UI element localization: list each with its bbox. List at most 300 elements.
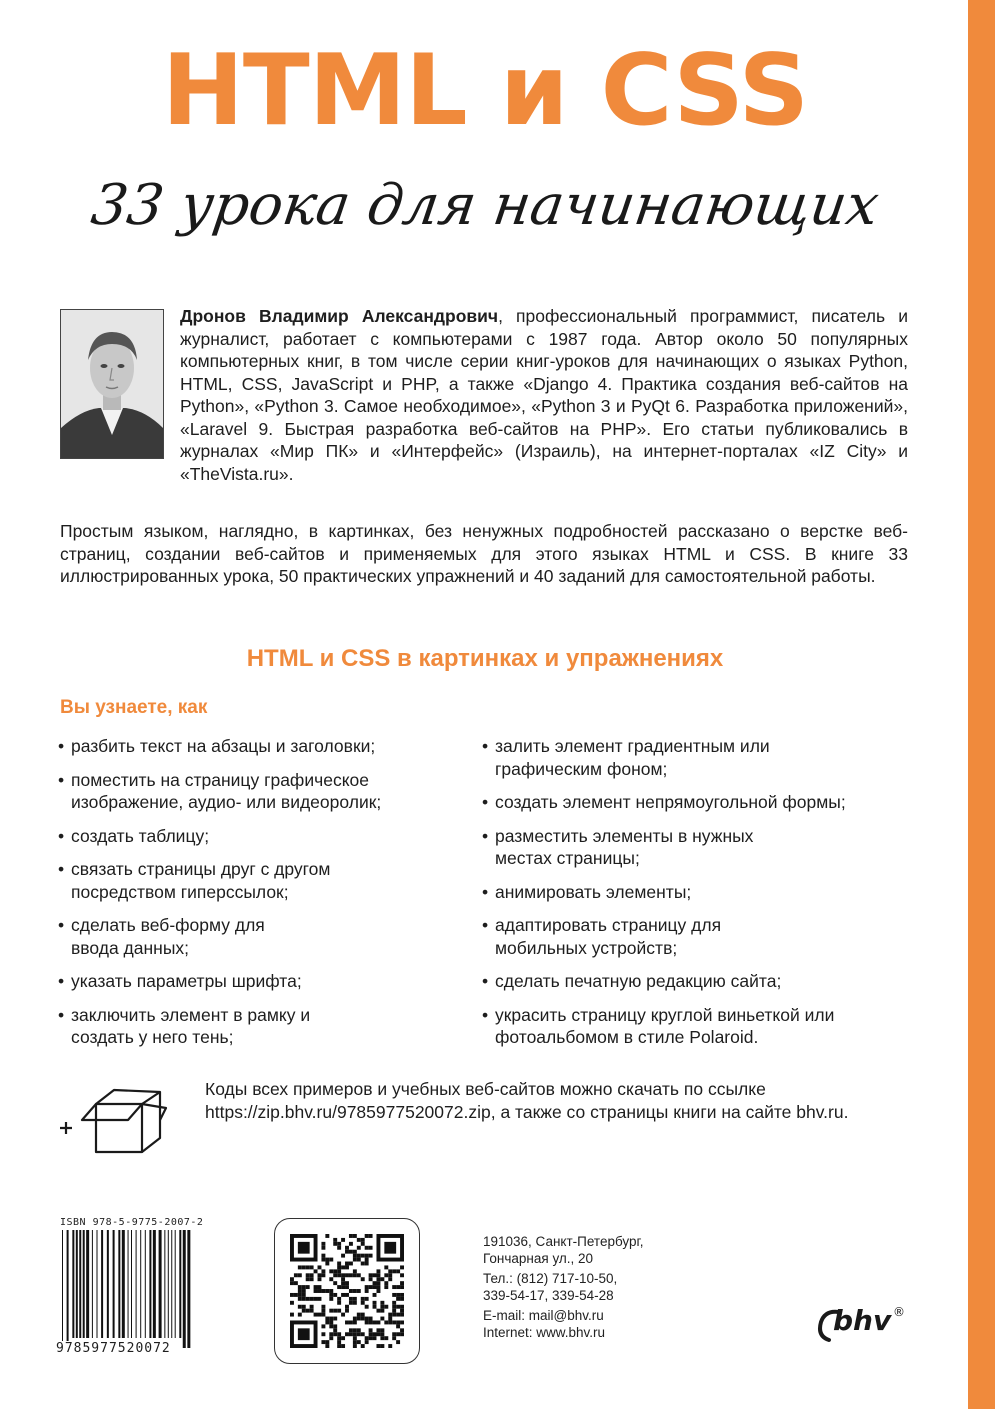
qr-module [365, 1340, 369, 1344]
qr-module [365, 1254, 369, 1258]
qr-module [400, 1305, 404, 1309]
qr-module [337, 1297, 341, 1301]
download-box-icon [58, 1078, 178, 1158]
bullet: • [482, 881, 489, 902]
qr-module [314, 1269, 318, 1273]
qr-module [369, 1317, 373, 1321]
list-item: • поместить на страницу графическое изображение, аудио- или видеоролик; [58, 769, 382, 812]
qr-module [306, 1277, 310, 1281]
barcode-bar [136, 1230, 137, 1338]
list-item: • сделать печатную редакцию сайта; [482, 971, 782, 991]
qr-module [321, 1305, 325, 1309]
qr-module [400, 1328, 404, 1332]
phone-line: 339-54-17, 339-54-28 [483, 1288, 614, 1303]
qr-module [341, 1277, 345, 1281]
qr-module [373, 1281, 377, 1285]
qr-module [333, 1242, 337, 1246]
qr-module [318, 1285, 322, 1289]
qr-module [384, 1320, 388, 1324]
qr-module [361, 1242, 365, 1246]
qr-module [325, 1317, 329, 1321]
qr-module [341, 1273, 345, 1277]
qr-module [298, 1293, 302, 1297]
qr-module [361, 1317, 365, 1321]
slogan-heading: HTML и CSS в картинках и упражнениях [246, 645, 724, 672]
isbn-label: ISBN 978-5-9775-2007-2 [60, 1217, 204, 1228]
list-item: • разбить текст на абзацы и заголовки; [58, 736, 376, 756]
qr-module [321, 1289, 325, 1293]
qr-module [321, 1254, 325, 1258]
download-notice [58, 1078, 918, 1168]
barcode-bar [131, 1230, 132, 1338]
qr-module [361, 1262, 365, 1266]
qr-module [392, 1313, 396, 1317]
qr-module [396, 1293, 400, 1297]
qr-module [376, 1309, 380, 1313]
orange-edge-stripe [968, 0, 995, 1409]
bullet: • [58, 825, 65, 846]
qr-module [369, 1273, 373, 1277]
qr-module [349, 1297, 353, 1301]
qr-module [373, 1305, 377, 1309]
qr-module [310, 1305, 314, 1309]
qr-module [302, 1289, 306, 1293]
qr-module [396, 1340, 400, 1344]
qr-module [369, 1332, 373, 1336]
qr-module [329, 1289, 333, 1293]
qr-module [392, 1293, 396, 1297]
qr-module [369, 1277, 373, 1281]
qr-module [321, 1269, 325, 1273]
qr-module [361, 1313, 365, 1317]
qr-module [349, 1273, 353, 1277]
qr-module [353, 1340, 357, 1344]
qr-module [294, 1281, 298, 1285]
qr-module [325, 1289, 329, 1293]
qr-module [365, 1285, 369, 1289]
qr-module [392, 1336, 396, 1340]
qr-module [337, 1301, 341, 1305]
qr-module [392, 1320, 396, 1324]
list-item: • создать таблицу; [58, 825, 210, 846]
qr-module [345, 1309, 349, 1313]
barcode-bar [107, 1230, 109, 1338]
barcode-bar [145, 1230, 146, 1338]
qr-module [337, 1309, 341, 1313]
qr-module [353, 1301, 357, 1305]
qr-module [329, 1269, 333, 1273]
qr-module [400, 1265, 404, 1269]
barcode-digits: 9785977520072 [56, 1341, 171, 1356]
qr-module [345, 1265, 349, 1269]
qr-module [369, 1336, 373, 1340]
qr-module [392, 1305, 396, 1309]
author-bio-text: , профессиональный программист, писатель и журналист, работает с компьютерами с 1987 года. Автор около 50 популярных компьютерных книг, в том числе серии книг-уроков для начинающих о языках Python, HTML, CSS, JavaScript и PHP, а также «Django 4. Практика создания веб-сайтов на Python», «Python 3. Самое необходимое», «Python 3 и PyQt 6. Разработка приложений», «Laravel 9. Быстрая разработка веб-сайтов на PHP». Его статьи публиковались в журналах «Мир ПК» и «Интерфейс» (Израиль), на интернет-порталах «IZ City» и «TheVista.ru». [180, 306, 908, 484]
qr-module [345, 1332, 349, 1336]
bhv-logo [815, 1290, 925, 1350]
qr-module [373, 1320, 377, 1324]
barcode-bar [179, 1230, 181, 1338]
qr-module [318, 1289, 322, 1293]
qr-module [337, 1246, 341, 1250]
address-line: 191036, Санкт-Петербург, [483, 1234, 644, 1249]
barcode-bar [122, 1230, 125, 1338]
qr-module [388, 1269, 392, 1273]
barcode-bar [101, 1230, 103, 1338]
qr-module [357, 1313, 361, 1317]
qr-module [400, 1309, 404, 1313]
qr-module [306, 1297, 310, 1301]
qr-module [353, 1234, 357, 1238]
qr-module [349, 1289, 353, 1293]
qr-module [396, 1313, 400, 1317]
qr-module [396, 1285, 400, 1289]
qr-code-frame[interactable] [274, 1218, 420, 1364]
list-item: • указать параметры шрифта; [58, 971, 302, 991]
qr-module [388, 1273, 392, 1277]
qr-module [396, 1324, 400, 1328]
bullet: • [482, 825, 489, 846]
qr-module [365, 1317, 369, 1321]
qr-module [365, 1246, 369, 1250]
qr-module [392, 1269, 396, 1273]
qr-module [333, 1238, 337, 1242]
qr-module [337, 1336, 341, 1340]
barcode-bar [128, 1230, 129, 1338]
list-item: • разместить элементы в нужных местах страницы; [482, 825, 754, 868]
qr-module [400, 1320, 404, 1324]
qr-module [341, 1265, 345, 1269]
qr-module [318, 1277, 322, 1281]
bullet: • [482, 792, 489, 812]
qr-module [318, 1297, 322, 1301]
qr-module [396, 1320, 400, 1324]
qr-module [365, 1297, 369, 1301]
download-text: Коды всех примеров и учебных веб-сайтов можно скачать по ссылке https://zip.bhv.ru/9785977520072.zip, а также со страницы книги на сайте bhv.ru. [205, 1079, 849, 1122]
list-item: • анимировать элементы; [482, 881, 692, 902]
qr-module [365, 1262, 369, 1266]
barcode-bar [140, 1230, 141, 1338]
qr-module [302, 1297, 306, 1301]
bullet: • [482, 915, 489, 935]
qr-module [353, 1269, 357, 1273]
barcode-bar [97, 1230, 98, 1338]
qr-module [357, 1246, 361, 1250]
barcode-bar [164, 1230, 165, 1338]
learn-heading: Вы узнаете, как [60, 697, 208, 718]
qr-module [329, 1336, 333, 1340]
qr-module [353, 1332, 357, 1336]
qr-module [380, 1277, 384, 1281]
qr-module [294, 1273, 298, 1277]
qr-module [290, 1281, 294, 1285]
qr-module [329, 1258, 333, 1262]
qr-module [349, 1320, 353, 1324]
barcode-bar [168, 1230, 169, 1338]
qr-finder [298, 1328, 310, 1340]
qr-module [365, 1320, 369, 1324]
qr-module [306, 1273, 310, 1277]
qr-module [365, 1258, 369, 1262]
qr-module [325, 1344, 329, 1348]
qr-module [361, 1238, 365, 1242]
qr-module [357, 1258, 361, 1262]
qr-module [345, 1320, 349, 1324]
qr-module [341, 1281, 345, 1285]
publisher-address [483, 1233, 644, 1341]
qr-module [369, 1320, 373, 1324]
qr-module [321, 1246, 325, 1250]
qr-module [376, 1277, 380, 1281]
qr-module [333, 1328, 337, 1332]
qr-module [373, 1285, 377, 1289]
barcode-bar [113, 1230, 115, 1338]
qr-module [329, 1277, 333, 1281]
qr-module [369, 1285, 373, 1289]
book-description: Простым языком, наглядно, в картинках, без ненужных подробностей рассказано о верстке веб-страниц, создании веб-сайтов и применяемых для этого языках HTML и CSS. В книге 33 иллюстрированных урока, 50 практических упражнений и 40 заданий для самостоятельной работы. [60, 521, 908, 586]
barcode-bar [67, 1230, 69, 1348]
qr-module [318, 1313, 322, 1317]
qr-module [365, 1289, 369, 1293]
bullet: • [482, 1004, 489, 1025]
qr-module [373, 1301, 377, 1305]
qr-finder [384, 1242, 396, 1254]
qr-module [380, 1328, 384, 1332]
qr-module [333, 1293, 337, 1297]
phone-line: Тел.: (812) 717-10-50, [483, 1271, 618, 1286]
qr-module [329, 1317, 333, 1321]
qr-module [353, 1289, 357, 1293]
qr-module [298, 1305, 302, 1309]
qr-module [392, 1285, 396, 1289]
qr-module [376, 1320, 380, 1324]
author-section [60, 305, 908, 485]
qr-module [357, 1238, 361, 1242]
qr-module [349, 1250, 353, 1254]
qr-module [310, 1297, 314, 1301]
qr-module [376, 1269, 380, 1273]
list-item: • связать страницы друг с другом посредством гиперссылок; [58, 859, 331, 902]
logo-mark: ® [893, 1305, 905, 1319]
qr-module [302, 1305, 306, 1309]
qr-module [345, 1262, 349, 1266]
qr-module [376, 1285, 380, 1289]
qr-module [318, 1273, 322, 1277]
qr-module [353, 1258, 357, 1262]
qr-module [392, 1332, 396, 1336]
qr-module [298, 1265, 302, 1269]
qr-module [384, 1285, 388, 1289]
qr-module [373, 1332, 377, 1336]
qr-module [400, 1313, 404, 1317]
qr-module [310, 1277, 314, 1281]
qr-module [306, 1285, 310, 1289]
qr-module [349, 1301, 353, 1305]
barcode-bar [183, 1230, 186, 1348]
qr-module [373, 1273, 377, 1277]
qr-module [376, 1281, 380, 1285]
qr-module [365, 1336, 369, 1340]
barcode-bar [76, 1230, 78, 1338]
qr-module [380, 1317, 384, 1321]
qr-module [302, 1309, 306, 1313]
author-name: Дронов Владимир Александрович [180, 306, 499, 326]
qr-module [325, 1258, 329, 1262]
qr-module [337, 1340, 341, 1344]
qr-module [345, 1273, 349, 1277]
qr-module [349, 1262, 353, 1266]
qr-module [337, 1269, 341, 1273]
qr-module [341, 1344, 345, 1348]
bullet: • [58, 736, 65, 756]
qr-module [369, 1246, 373, 1250]
qr-module [298, 1313, 302, 1317]
internet-line: Internet: www.bhv.ru [483, 1325, 606, 1340]
qr-module [337, 1265, 341, 1269]
qr-module [290, 1313, 294, 1317]
qr-module [294, 1293, 298, 1297]
qr-module [345, 1285, 349, 1289]
qr-module [384, 1336, 388, 1340]
qr-module [325, 1234, 329, 1238]
list-item: • заключить элемент в рамку и создать у него тень; [58, 1004, 311, 1047]
qr-module [321, 1242, 325, 1246]
qr-module [341, 1293, 345, 1297]
qr-module [380, 1332, 384, 1336]
learn-list-left [58, 735, 458, 1060]
qr-module [384, 1305, 388, 1309]
qr-module [314, 1297, 318, 1301]
qr-module [298, 1297, 302, 1301]
qr-module [333, 1324, 337, 1328]
qr-module [361, 1254, 365, 1258]
qr-module [321, 1258, 325, 1262]
bullet: • [58, 915, 65, 935]
qr-module [388, 1317, 392, 1321]
qr-module [306, 1265, 310, 1269]
qr-code[interactable] [290, 1234, 404, 1348]
qr-module [333, 1273, 337, 1277]
qr-module [388, 1320, 392, 1324]
qr-module [298, 1289, 302, 1293]
barcode-bar [72, 1230, 74, 1338]
qr-module [392, 1309, 396, 1313]
qr-module [357, 1317, 361, 1321]
bullet: • [482, 971, 489, 991]
qr-module [333, 1269, 337, 1273]
qr-module [302, 1285, 306, 1289]
qr-module [380, 1344, 384, 1348]
qr-module [396, 1305, 400, 1309]
qr-module [392, 1301, 396, 1305]
qr-module [361, 1344, 365, 1348]
barcode-bar [175, 1230, 176, 1338]
qr-module [306, 1309, 310, 1313]
qr-module [373, 1336, 377, 1340]
qr-module [345, 1281, 349, 1285]
qr-module [361, 1297, 365, 1301]
list-item: • залить элемент градиентным или графическим фоном; [482, 736, 770, 779]
qr-module [353, 1320, 357, 1324]
qr-module [298, 1273, 302, 1277]
qr-module [325, 1262, 329, 1266]
qr-module [349, 1328, 353, 1332]
barcode-bar [92, 1230, 93, 1338]
bullet: • [58, 971, 65, 991]
qr-module [341, 1254, 345, 1258]
qr-module [353, 1317, 357, 1321]
qr-module [341, 1313, 345, 1317]
barcode-bar [153, 1230, 156, 1338]
author-photo [60, 309, 164, 459]
list-item: • украсить страницу круглой виньеткой или фотоальбомом в стиле Polaroid. [482, 1004, 835, 1047]
barcode-bar [118, 1230, 120, 1338]
qr-module [376, 1328, 380, 1332]
qr-module [314, 1289, 318, 1293]
qr-module [290, 1277, 294, 1281]
list-item: • сделать веб-форму для ввода данных; [58, 915, 265, 958]
barcode-bar [83, 1230, 85, 1338]
qr-module [353, 1254, 357, 1258]
barcode-bar [79, 1230, 81, 1338]
qr-module [321, 1340, 325, 1344]
qr-module [376, 1273, 380, 1277]
qr-module [388, 1277, 392, 1281]
qr-module [384, 1265, 388, 1269]
qr-module [365, 1305, 369, 1309]
qr-module [302, 1265, 306, 1269]
bullet: • [58, 1004, 65, 1025]
qr-module [325, 1340, 329, 1344]
qr-module [353, 1273, 357, 1277]
qr-module [337, 1273, 341, 1277]
qr-module [318, 1265, 322, 1269]
bullet: • [58, 769, 65, 790]
qr-module [353, 1344, 357, 1348]
barcode-bar [171, 1230, 172, 1338]
qr-module [310, 1273, 314, 1277]
qr-module [314, 1313, 318, 1317]
qr-module [376, 1344, 380, 1348]
qr-module [329, 1324, 333, 1328]
qr-module [345, 1305, 349, 1309]
qr-module [376, 1289, 380, 1293]
barcode-bar [62, 1230, 63, 1348]
qr-module [321, 1324, 325, 1328]
qr-module [400, 1297, 404, 1301]
qr-module [341, 1336, 345, 1340]
qr-module [365, 1234, 369, 1238]
qr-module [329, 1297, 333, 1301]
qr-module [357, 1289, 361, 1293]
bullet: • [58, 859, 65, 879]
qr-module [353, 1336, 357, 1340]
qr-module [325, 1320, 329, 1324]
qr-module [369, 1234, 373, 1238]
qr-module [329, 1332, 333, 1336]
address-line: Гончарная ул., 20 [483, 1251, 594, 1266]
qr-module [333, 1317, 337, 1321]
qr-module [349, 1234, 353, 1238]
qr-module [290, 1293, 294, 1297]
qr-module [337, 1344, 341, 1348]
isbn-barcode [60, 1230, 208, 1355]
qr-module [353, 1328, 357, 1332]
qr-module [329, 1320, 333, 1324]
qr-module [396, 1297, 400, 1301]
book-subtitle: 33 урока для начинающих [87, 173, 883, 238]
qr-module [384, 1281, 388, 1285]
